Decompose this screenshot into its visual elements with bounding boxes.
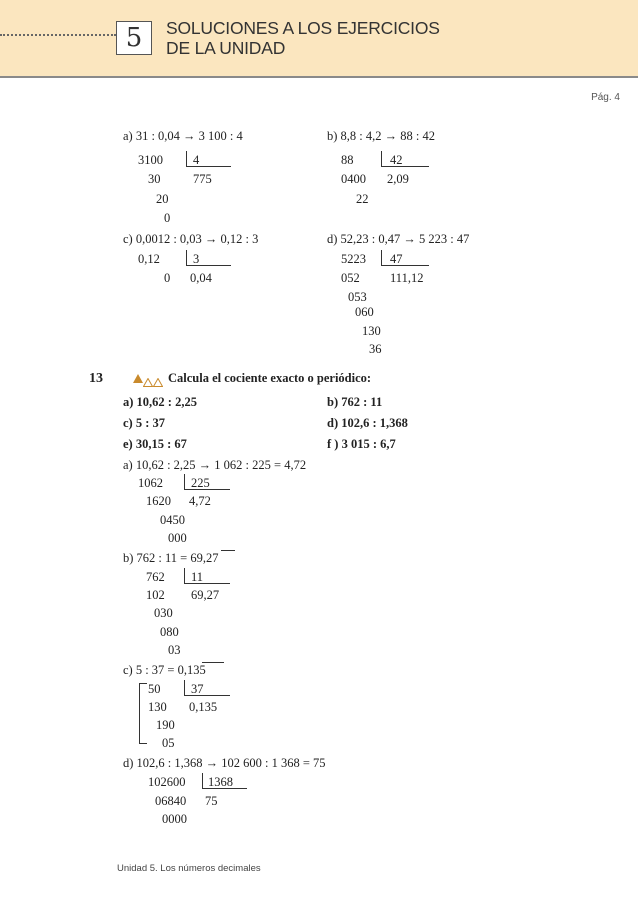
header-title-line1: SOLUCIONES A LOS EJERCICIOS xyxy=(166,18,440,38)
page-number: Pág. 4 xyxy=(591,92,620,103)
prev-a-row: 20 xyxy=(156,192,169,206)
prev-a-row: 30 xyxy=(148,172,161,186)
prev-b-underline xyxy=(381,166,429,167)
footer-text: Unidad 5. Los números decimales xyxy=(117,863,261,874)
exercise-item: b) 762 : 11 xyxy=(327,395,383,409)
sol-a-divisor: 225 xyxy=(191,476,210,490)
sol-d-row: 06840 xyxy=(155,794,187,808)
prev-d-row: 060 xyxy=(355,305,374,319)
sol-b-heading xyxy=(123,551,218,565)
prev-a-quotient: 775 xyxy=(193,172,212,186)
sol-b-divisor: 11 xyxy=(191,570,204,584)
prev-c-divider xyxy=(186,250,187,266)
prev-d-row: 36 xyxy=(369,342,382,356)
sol-b-row: 03 xyxy=(168,643,181,657)
sol-c-divider xyxy=(184,680,185,696)
difficulty-filled-icon xyxy=(133,374,143,383)
unit-number-box: 5 xyxy=(116,21,152,55)
sol-c-row: 130 xyxy=(148,700,167,714)
sol-c-cycle-bracket xyxy=(139,683,147,744)
sol-b-heading-text: b) 762 : 11 = 69, xyxy=(123,551,206,565)
header-title xyxy=(166,18,440,58)
sol-c-period-overline xyxy=(202,662,224,663)
prev-b-heading: b) 8,8 : 4,2 → 88 : 42 xyxy=(327,129,435,143)
exercise-item: e) 30,15 : 67 xyxy=(123,437,187,451)
prev-c-dividend: 0,12 xyxy=(138,252,160,266)
prev-d-divisor: 47 xyxy=(390,252,403,266)
sol-c-heading xyxy=(123,663,206,677)
prev-a-row: 0 xyxy=(164,211,171,225)
sol-b-row: 102 xyxy=(146,588,165,602)
sol-c-quotient: 0,135 xyxy=(189,700,218,714)
sol-b-row: 080 xyxy=(160,625,179,639)
prev-b-dividend: 88 xyxy=(341,153,354,167)
prev-a-heading: a) 31 : 0,04 → 3 100 : 4 xyxy=(123,129,243,143)
exercise-item: a) 10,62 : 2,25 xyxy=(123,395,197,409)
sol-d-divider xyxy=(202,773,203,789)
sol-d-dividend: 102600 xyxy=(148,775,186,789)
exercise-item: d) 102,6 : 1,368 xyxy=(327,416,408,430)
exercise-item: c) 5 : 37 xyxy=(123,416,165,430)
sol-b-divider xyxy=(184,568,185,584)
sol-d-heading: d) 102,6 : 1,368 → 102 600 : 1 368 = 75 xyxy=(123,756,326,770)
prev-b-divisor: 42 xyxy=(390,153,403,167)
prev-b-row: 22 xyxy=(356,192,369,206)
prev-c-row: 0 xyxy=(164,271,171,285)
prev-c-quotient: 0,04 xyxy=(190,271,212,285)
prev-d-divider xyxy=(381,250,382,266)
difficulty-outline-icon xyxy=(143,374,153,383)
prev-d-quotient: 111,12 xyxy=(390,271,424,285)
sol-a-divider xyxy=(184,474,185,490)
prev-d-row: 052 xyxy=(341,271,360,285)
prev-a-dividend: 3100 xyxy=(138,153,163,167)
sol-a-row: 0450 xyxy=(160,513,185,527)
exercise-statement: Calcula el cociente exacto o periódico: xyxy=(168,371,372,385)
header-title-line2: DE LA UNIDAD xyxy=(166,38,286,58)
exercise-number: 13 xyxy=(89,371,103,386)
sol-c-dividend: 50 xyxy=(148,682,161,696)
header-dotted-rule xyxy=(0,34,116,36)
sol-a-row: 000 xyxy=(168,531,187,545)
prev-d-row: 053 xyxy=(348,290,367,304)
prev-d-row: 130 xyxy=(362,324,381,338)
sol-b-quotient: 69,27 xyxy=(191,588,220,602)
difficulty-outline-icon xyxy=(153,374,163,383)
sol-b-dividend: 762 xyxy=(146,570,165,584)
prev-a-divider xyxy=(186,151,187,167)
sol-a-quotient: 4,72 xyxy=(189,494,211,508)
sol-b-row: 030 xyxy=(154,606,173,620)
prev-b-row: 0400 xyxy=(341,172,366,186)
sol-a-heading: a) 10,62 : 2,25 → 1 062 : 225 = 4,72 xyxy=(123,458,307,472)
sol-d-divisor: 1368 xyxy=(208,775,233,789)
exercise-item: f ) 3 015 : 6,7 xyxy=(327,437,396,451)
prev-b-quotient: 2,09 xyxy=(387,172,409,186)
sol-c-row: 190 xyxy=(156,718,175,732)
sol-c-heading-text: c) 5 : 37 = 0, xyxy=(123,663,187,677)
sol-c-row: 05 xyxy=(162,736,175,750)
prev-d-underline xyxy=(381,265,429,266)
prev-d-heading: d) 52,23 : 0,47 → 5 223 : 47 xyxy=(327,232,470,246)
prev-d-dividend: 5223 xyxy=(341,252,366,266)
prev-b-divider xyxy=(381,151,382,167)
sol-c-divisor: 37 xyxy=(191,682,204,696)
prev-a-divisor: 4 xyxy=(193,153,200,167)
prev-c-divisor: 3 xyxy=(193,252,200,266)
sol-b-period-overline xyxy=(221,550,235,551)
sol-b-period: 27 xyxy=(205,551,219,565)
sol-d-row: 0000 xyxy=(162,812,187,826)
sol-c-period: 135 xyxy=(186,663,206,677)
prev-c-heading: c) 0,0012 : 0,03 → 0,12 : 3 xyxy=(123,232,259,246)
sol-a-row: 1620 xyxy=(146,494,171,508)
sol-a-dividend: 1062 xyxy=(138,476,163,490)
sol-d-quotient: 75 xyxy=(205,794,218,808)
